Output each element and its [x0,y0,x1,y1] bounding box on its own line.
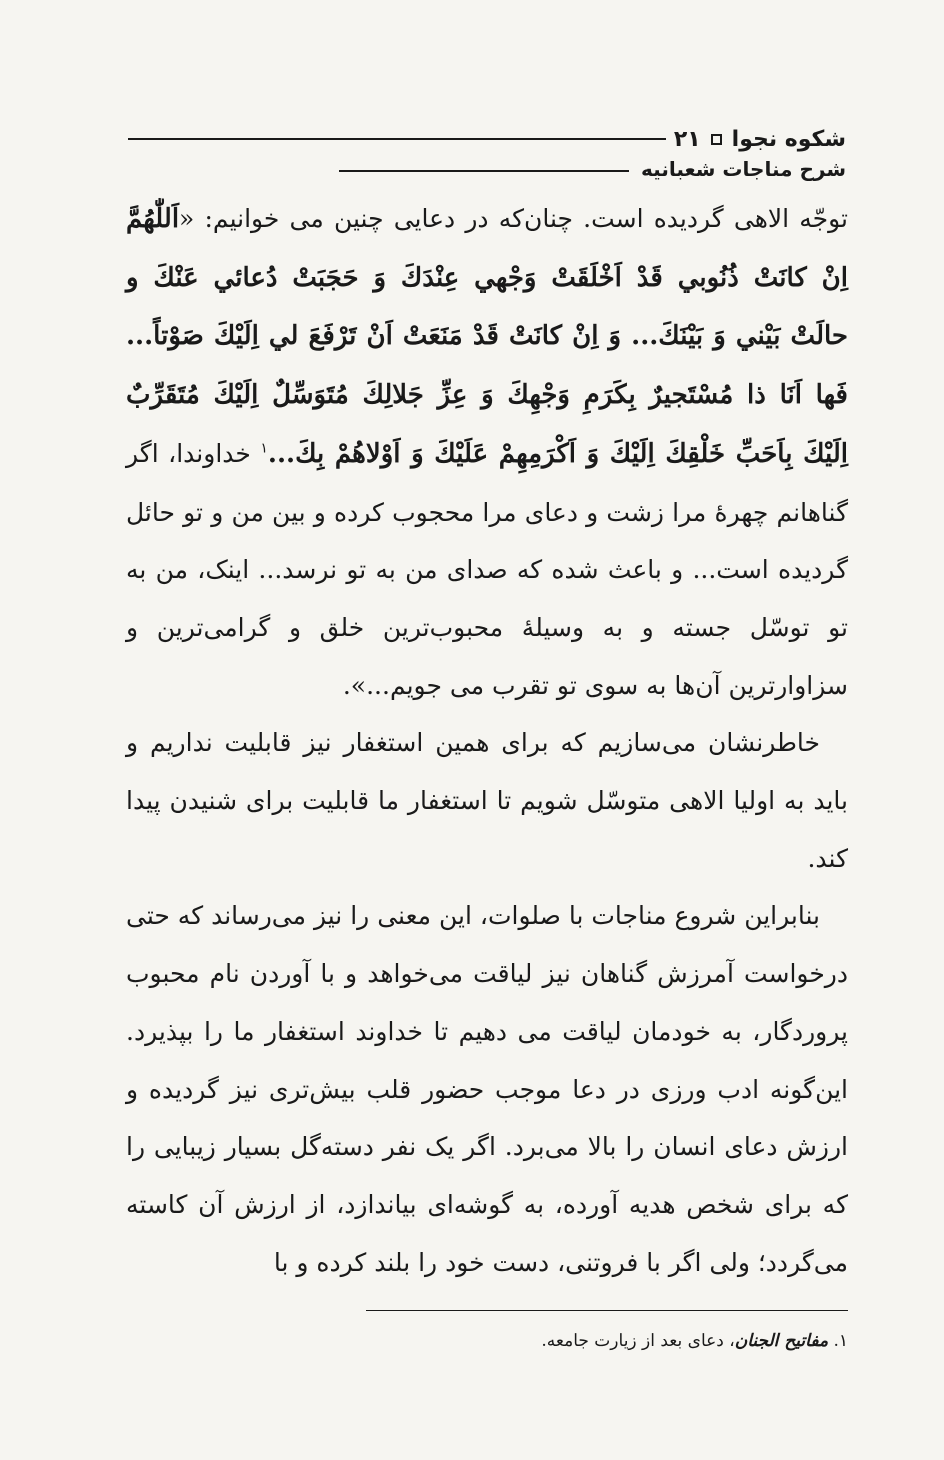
body-text [126,190,848,1291]
footnote-source: مفاتیح الجنان [734,1331,829,1351]
running-header [128,124,846,184]
header-top-line [128,124,846,154]
prayer-translation: خداوندا، اگر گناهانم چهرهٔ مرا زشت و دعای مرا محجوب کرده و بین من و تو حائل گردیده است... و باعث شده که صدای من به تو نرسد... اینک، من به تو توسّل جسته و به وسیلهٔ محبوب‌ترین خلق و گرامی‌ترین و سزاوارترین آن‌ها به سوی تو تقرب می جویم...». [126,438,848,700]
paragraph-2: خاطرنشان می‌سازیم که برای همین استغفار نیز قابلیت نداریم و باید به اولیا الاهی متوسّل شویم تا استغفار ما قابلیت برای شنیدن پیدا کند. [126,728,848,873]
footnote [126,1326,848,1356]
paragraph-1-intro: توجّه الاهی گردیده است. چنان‌که در دعایی چنین می خوانیم: « [179,204,848,233]
paragraph-3: بنابراین شروع مناجات با صلوات، این معنی را نیز می‌رساند که حتی درخواست آمرزش گناهان نیز لیاقت می‌خواهد و با آوردن نام محبوب پروردگار، به خودمان لیاقت می دهیم تا خداوند استغفار ما را بپذیرد. این‌گونه ادب ورزی در دعا موجب حضور قلب بیش‌تری نیز گردیده و ارزش دعای انسان را بالا می‌برد. اگر یک نفر دسته‌گل بسیار زیبایی را که برای شخص هدیه آورده، به گوشه‌ای بیاندازد، از ارزش آن کاسته می‌گردد؛ ولی اگر با فروتنی، دست خود را بلند کرده و با [126,901,848,1277]
header-bottom-line [128,154,846,184]
page-number: ۲۱ [673,126,701,152]
footnote-reference[interactable]: ۱ [260,440,268,457]
footnote-separator [366,1310,848,1311]
chapter-title: شرح مناجات شعبانیه [641,157,846,181]
chapter-rule [339,170,629,172]
book-title: شکوه نجوا [731,126,846,152]
paragraph-1 [126,190,848,714]
arabic-prayer-quote: اَللّٰهُمَّ اِنْ كانَتْ ذُنُوبي قَدْ اَخْلَقَتْ وَجْهي عِنْدَكَ وَ حَجَبَتْ دُعائي عَنْكَ و حالَتْ بَيْني وَ بَيْنَكَ... وَ اِنْ كانَتْ قَدْ مَنَعَتْ اَنْ تَرْفَعَ لي اِلَيْكَ صَوْتاً... فَها اَنَا ذا مُسْتَجيرٌ بِكَرَمِ وَجْهِكَ وَ عِزِّ جَلالِكَ مُتَوَسِّلٌ اِلَيْكَ مُتَقَرِّبٌ اِلَيْكَ بِاَحَبِّ خَلْقِكَ اِلَيْكَ وَ اَكْرَمِهِمْ عَلَيْكَ وَ اَوْلاهُمْ بِكَ... [126,204,848,469]
footnote-text: ، دعای بعد از زیارت جامعه. [541,1331,735,1351]
square-separator-icon [711,134,722,145]
footnote-number: ۱. [833,1331,848,1351]
header-rule [128,138,666,140]
